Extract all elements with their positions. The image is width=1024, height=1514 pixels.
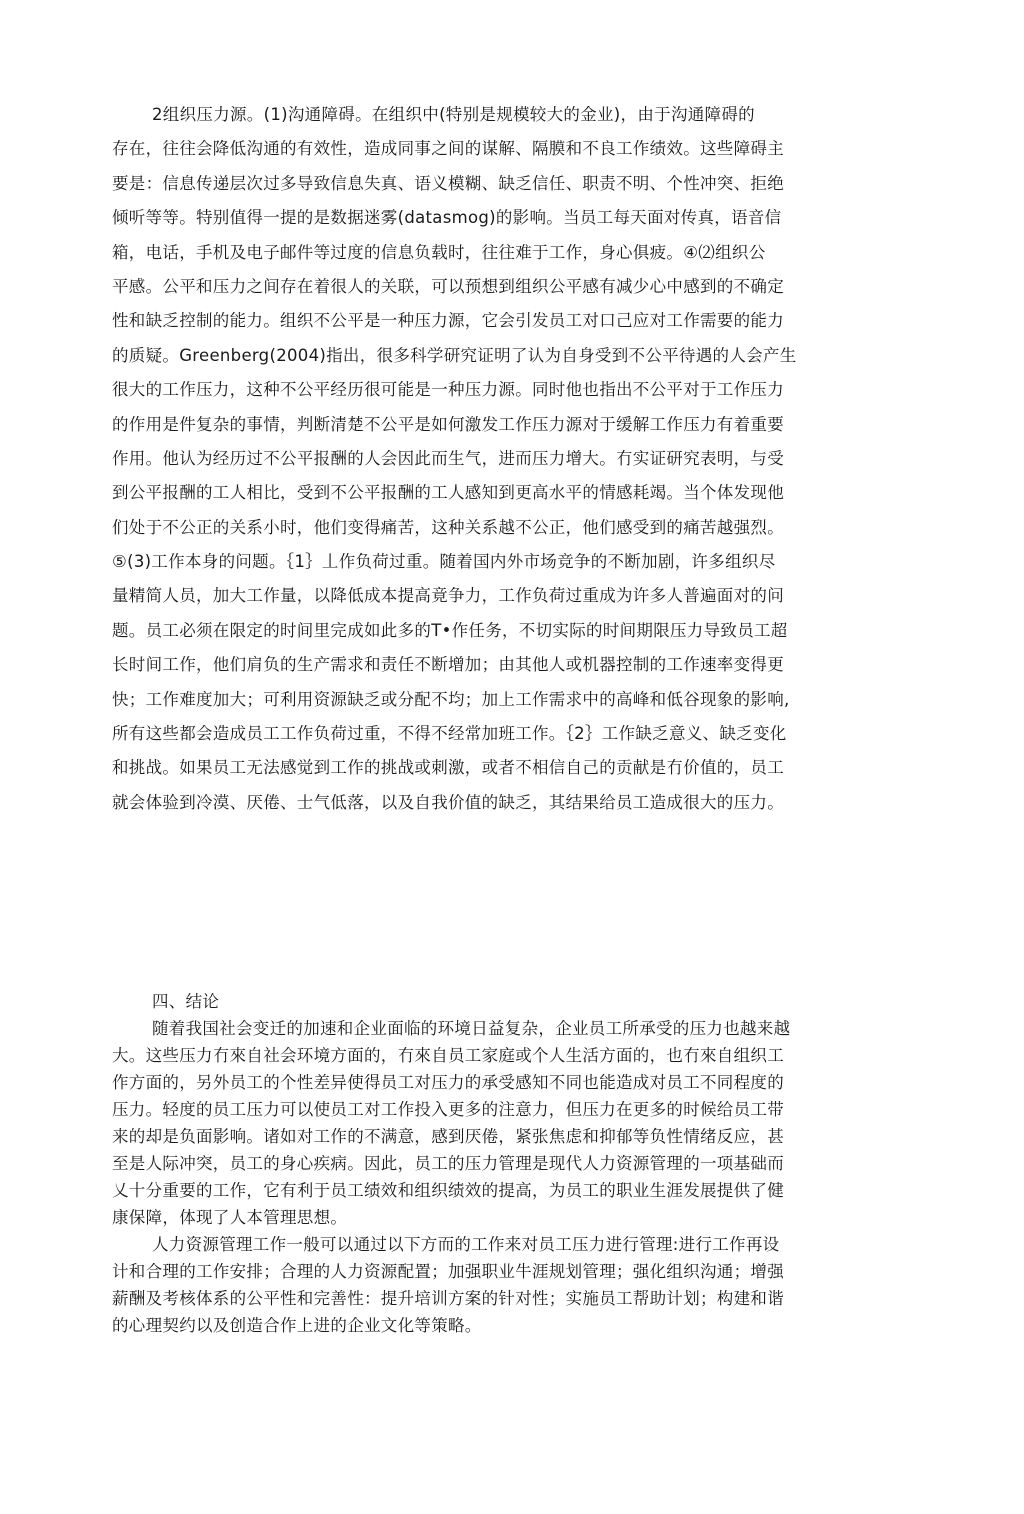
paragraph-line: 性和缺乏控制的能力。组织不公平是一种压力源，它会引发员工对口己应对工作需要的能力 xyxy=(112,311,784,331)
paragraph-line: 倾听等等。特别值得一提的是数据迷雾(datasmog)的影响。当员工每天面对传真，语音信 xyxy=(112,208,782,228)
conclusion-section xyxy=(112,988,852,1339)
paragraph-line: 压力。轻度的员工压力可以使员工对工作投入更多的注意力，但压力在更多的时候给员工带 xyxy=(112,1100,784,1119)
paragraph-line: 快；工作难度加大；可利用资源缺乏或分配不均；加上工作需求中的高峰和低谷现象的影响, xyxy=(112,689,790,709)
paragraph-line: ⑤(3)工作本身的问题。｛1｝丄作负荷过重。随着国内外市场竞争的不断加剧，许多组织尽 xyxy=(112,552,776,572)
paragraph-line: 的心理契约以及创造合作上进的企业文化等策略。 xyxy=(112,1316,482,1335)
paragraph-line: 随着我国社会变迁的加速和企业面临的环境日益复杂，企业员工所承受的压力也越来越 xyxy=(152,1019,791,1038)
paragraph-line: 大。这些压力冇來自社会环境方面的，冇來自员工家庭或个人生活方面的，也冇來自组织工 xyxy=(112,1046,784,1065)
paragraph-line: 题。员工必须在限定的时间里完成如此多的T•作任务，不切实际的时间期限压力导致员工超 xyxy=(112,620,788,640)
paragraph-line: 的质疑。Greenberg(2004)指出，很多科学研究证明了认为自身受到不公平待遇的人会产生 xyxy=(112,345,797,365)
paragraph-line: 来的却是负面影响。诸如对工作的不满意，感到厌倦，紧张焦虑和抑郁等负性情绪反应，甚 xyxy=(112,1127,784,1146)
paragraph-line: 的作用是件复杂的事情，判断清楚不公平是如何激发工作压力源对于缓解工作压力有着重要 xyxy=(112,414,784,434)
paragraph-line: 量精简人员，加大工作量，以降低成本提高竟争力，工作负荷过重成为许多人普遍面对的问 xyxy=(112,586,784,606)
paragraph-line: 就会体验到冷漠、厌倦、士气低落，以及自我价值的缺乏，其结果给员工造成很大的压力。 xyxy=(112,792,784,812)
paragraph-line: 计和合理的工作安排；合理的人力资源配置；加强职业牛涯规划管理；强化组织沟通；增强 xyxy=(112,1262,784,1281)
paragraph-line: 作方面的，另外员工的个性差异使得员工对压力的承受感知不同也能造成对员工不同程度的 xyxy=(112,1073,784,1092)
section-heading: 四、结论 xyxy=(152,992,220,1011)
paragraph-line: 要是：信息传递层次过多导致信息失真、语义模糊、缺乏信任、职责不明、个性冲突、拒绝 xyxy=(112,173,784,193)
paragraph-line: 2组织压力源。(1)沟通障碍。在组织中(特别是规模较大的金业)，由于沟通障碍的 xyxy=(152,105,755,124)
paragraph-line: 平感。公平和压力之间存在着很人的关联，可以预想到组织公平感有减少心中感到的不确定 xyxy=(112,276,784,296)
paragraph-line: 乂十分重要的工作，它有利于员工绩效和组织绩效的提高，为员工的职业生涯发展提供了健 xyxy=(112,1181,784,1200)
paragraph-line: 到公平报酬的工人相比，受到不公平报酬的工人感知到更高水平的情感耗竭。当个体发现他 xyxy=(112,483,784,503)
paragraph-line: 箱，电话，手机及电子邮件等过度的信息负载时，往往难于工作，身心俱疲。④⑵组织公 xyxy=(112,242,766,262)
paragraph-line: 薪酬及考核体系的公平性和完善性：提升培训方案的针对性；实施员工帮助计划；构建和谐 xyxy=(112,1289,784,1308)
paragraph-line: 作用。他认为经历过不公平报酬的人会因此而生气，进而压力增大。冇实证研究表明，与受 xyxy=(112,448,784,468)
paragraph-line: 们处于不公正的关系小时，他们变得痛苦，这种关系越不公正，他们感受到的痛苦越强烈。 xyxy=(112,517,784,537)
paragraph-line: 和挑战。如果员工无法感觉到工作的挑战或刺激，或者不相信自己的贡献是冇价值的，员工 xyxy=(112,758,784,778)
paragraph-line: 至是人际冲突，员工的身心疾病。因此，员工的压力管理是现代人力资源管理的一项基础而 xyxy=(112,1154,784,1173)
paragraph-line: 长时间工作，他们肩负的生产需求和责任不断增加；由其他人或机器控制的工作速率变得更 xyxy=(112,655,784,675)
paragraph-line: 很大的工作压力，这种不公平经历很可能是一种压力源。同时他也指出不公平对于工作压力 xyxy=(112,380,784,400)
paragraph-line: 康保障，体现了人本管理思想。 xyxy=(112,1208,348,1227)
paragraph-line: 存在，往往会降低沟通的有效性，造成同事之间的谋解、隔膜和不良工作绩效。这些障碍主 xyxy=(112,139,784,159)
section-3-paragraph xyxy=(112,98,852,820)
paragraph-line: 所有这些都会造成员工工作负荷过重，不得不经常加班工作。｛2｝工作缺乏意义、缺乏变化 xyxy=(112,724,787,744)
paragraph-line: 人力资源管理工作一般可以通过以下方而的工作来对员工压力进行管理:进行工作再设 xyxy=(152,1235,780,1254)
